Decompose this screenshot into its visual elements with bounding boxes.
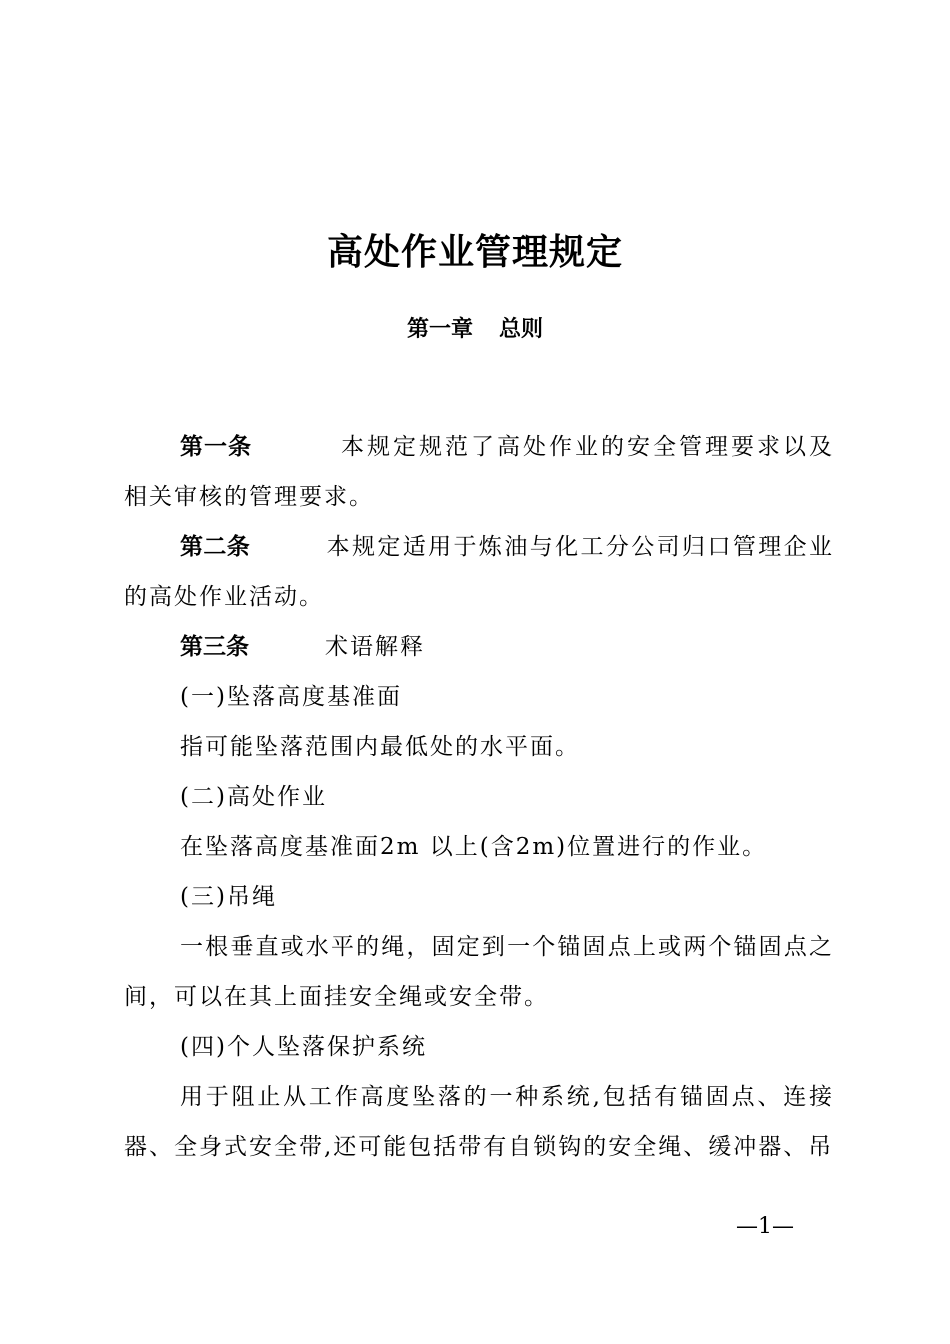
article-paragraph bbox=[124, 422, 834, 522]
term-definition: 用于阻止从工作高度坠落的一种系统,包括有锚固点、连接器、全身式安全带,还可能包括带有自锁钩的安全绳、缓冲器、吊 bbox=[124, 1084, 834, 1160]
article-paragraph bbox=[124, 622, 834, 672]
term-heading: (四)个人坠落保护系统 bbox=[180, 1034, 427, 1060]
term-heading: (三)吊绳 bbox=[180, 884, 277, 910]
chapter-number: 第一章 bbox=[406, 317, 473, 342]
article-label: 第三条 bbox=[180, 634, 249, 660]
article-label: 第一条 bbox=[180, 434, 252, 460]
article-paragraph bbox=[124, 522, 834, 622]
term-definition: 在坠落高度基准面2m 以上(含2m)位置进行的作业。 bbox=[180, 834, 768, 860]
term-definition: 指可能坠落范围内最低处的水平面。 bbox=[180, 734, 580, 760]
article-text: 本规定规范了高处作业的安全管理要求以及相关审核的管理要求。 bbox=[124, 434, 834, 510]
chapter-name: 总则 bbox=[499, 317, 544, 342]
term-heading: (二)高处作业 bbox=[180, 784, 327, 810]
article-text: 本规定适用于炼油与化工分公司归口管理企业的高处作业活动。 bbox=[124, 534, 835, 610]
article-label: 第二条 bbox=[180, 534, 251, 560]
article-text: 术语解释 bbox=[325, 634, 425, 660]
document-title: 高处作业管理规定 bbox=[326, 231, 623, 273]
chapter-heading bbox=[0, 314, 950, 346]
document-body bbox=[124, 422, 834, 1172]
term-definition: 一根垂直或水平的绳，固定到一个锚固点上或两个锚固点之间，可以在其上面挂安全绳或安全带。 bbox=[124, 934, 834, 1010]
term-heading: (一)坠落高度基准面 bbox=[180, 684, 402, 710]
page-number: —1— bbox=[736, 1214, 794, 1239]
